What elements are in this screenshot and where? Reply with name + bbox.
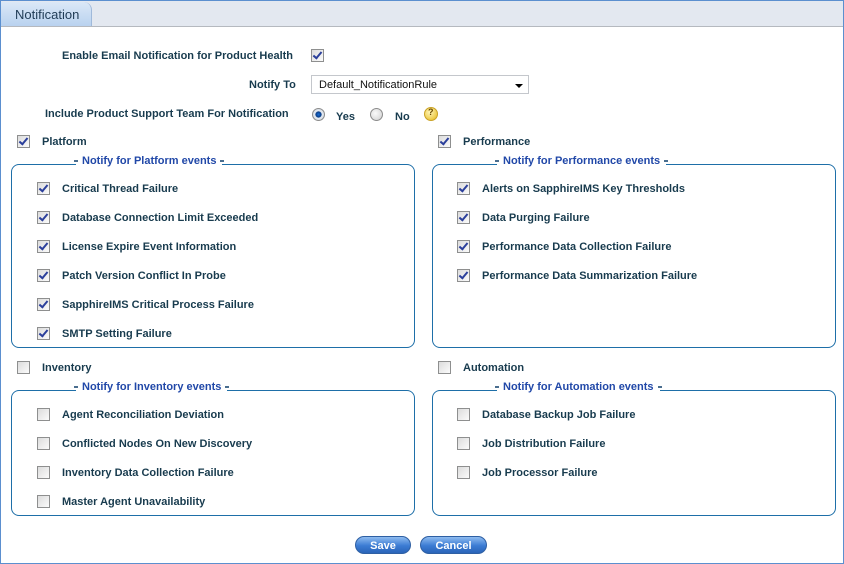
automation-item-label: Database Backup Job Failure bbox=[482, 409, 636, 421]
platform-item-label: License Expire Event Information bbox=[62, 241, 237, 253]
radio-no[interactable] bbox=[370, 108, 383, 121]
radio-yes[interactable] bbox=[312, 108, 325, 121]
inventory-item-checkbox[interactable] bbox=[37, 437, 50, 450]
performance-checkbox[interactable] bbox=[438, 135, 451, 148]
performance-legend: Notify for Performance events bbox=[497, 155, 666, 167]
performance-item-checkbox[interactable] bbox=[457, 182, 470, 195]
platform-item-checkbox[interactable] bbox=[37, 182, 50, 195]
platform-item-label: Critical Thread Failure bbox=[62, 183, 179, 195]
automation-item-checkbox[interactable] bbox=[457, 408, 470, 421]
inventory-label: Inventory bbox=[42, 362, 92, 374]
help-glyph: ? bbox=[428, 107, 434, 117]
inventory-item-label: Agent Reconciliation Deviation bbox=[62, 409, 224, 421]
platform-item-checkbox[interactable] bbox=[37, 211, 50, 224]
radio-yes-label: Yes bbox=[336, 111, 355, 123]
performance-item-checkbox[interactable] bbox=[457, 269, 470, 282]
tab-notification[interactable] bbox=[1, 2, 92, 26]
performance-item-label: Data Purging Failure bbox=[482, 212, 590, 224]
inventory-item-label: Master Agent Unavailability bbox=[62, 496, 206, 508]
automation-checkbox[interactable] bbox=[438, 361, 451, 374]
inventory-legend: Notify for Inventory events bbox=[76, 381, 227, 393]
performance-item-label: Performance Data Summarization Failure bbox=[482, 270, 698, 282]
automation-label: Automation bbox=[463, 362, 525, 374]
platform-checkbox[interactable] bbox=[17, 135, 30, 148]
inventory-item-checkbox[interactable] bbox=[37, 495, 50, 508]
performance-item-checkbox[interactable] bbox=[457, 240, 470, 253]
platform-item-checkbox[interactable] bbox=[37, 298, 50, 311]
platform-label: Platform bbox=[42, 136, 87, 148]
automation-item-label: Job Distribution Failure bbox=[482, 438, 606, 450]
platform-item-label: Patch Version Conflict In Probe bbox=[62, 270, 226, 282]
chevron-down-icon bbox=[515, 84, 523, 88]
tab-label: Notification bbox=[15, 7, 80, 22]
enable-email-label: Enable Email Notification for Product Health bbox=[62, 50, 294, 62]
inventory-item-label: Inventory Data Collection Failure bbox=[62, 467, 234, 479]
inventory-item-checkbox[interactable] bbox=[37, 408, 50, 421]
performance-item-label: Alerts on SapphireIMS Key Thresholds bbox=[482, 183, 685, 195]
radio-no-label: No bbox=[395, 111, 410, 123]
performance-item-label: Performance Data Collection Failure bbox=[482, 241, 672, 253]
inventory-checkbox[interactable] bbox=[17, 361, 30, 374]
automation-item-label: Job Processor Failure bbox=[482, 467, 598, 479]
notify-to-value: Default_NotificationRule bbox=[319, 79, 438, 91]
enable-email-checkbox[interactable] bbox=[311, 49, 324, 62]
automation-legend: Notify for Automation events bbox=[497, 381, 660, 393]
performance-item-checkbox[interactable] bbox=[457, 211, 470, 224]
save-button[interactable]: Save bbox=[355, 536, 411, 554]
automation-item-checkbox[interactable] bbox=[457, 466, 470, 479]
platform-item-checkbox[interactable] bbox=[37, 240, 50, 253]
platform-item-label: Database Connection Limit Exceeded bbox=[62, 212, 259, 224]
platform-item-label: SapphireIMS Critical Process Failure bbox=[62, 299, 254, 311]
automation-item-checkbox[interactable] bbox=[457, 437, 470, 450]
platform-item-checkbox[interactable] bbox=[37, 327, 50, 340]
platform-item-checkbox[interactable] bbox=[37, 269, 50, 282]
platform-legend: Notify for Platform events bbox=[76, 155, 222, 167]
include-support-label: Include Product Support Team For Notification bbox=[45, 108, 289, 120]
platform-item-label: SMTP Setting Failure bbox=[62, 328, 172, 340]
tab-bar bbox=[1, 1, 843, 27]
inventory-item-checkbox[interactable] bbox=[37, 466, 50, 479]
performance-label: Performance bbox=[463, 136, 531, 148]
help-icon[interactable] bbox=[424, 107, 438, 121]
cancel-button[interactable]: Cancel bbox=[420, 536, 487, 554]
notify-to-select[interactable] bbox=[311, 75, 529, 94]
notify-to-label: Notify To bbox=[249, 79, 296, 91]
inventory-item-label: Conflicted Nodes On New Discovery bbox=[62, 438, 253, 450]
